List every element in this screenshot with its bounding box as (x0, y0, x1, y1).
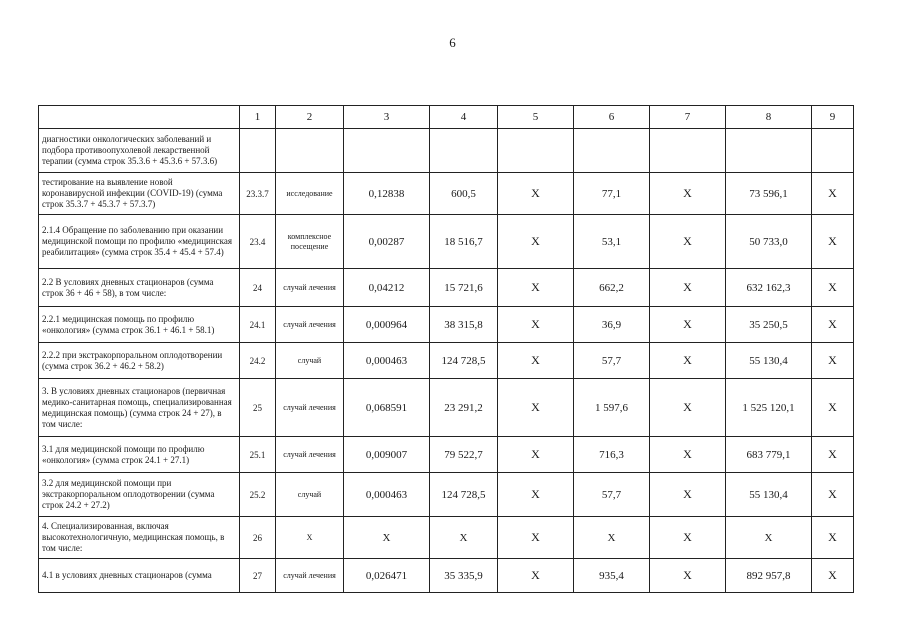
header-cell: 8 (726, 106, 812, 129)
col9-cell: X (812, 517, 854, 559)
col3-cell: 0,000964 (344, 307, 430, 343)
col4-cell: 124 728,5 (430, 473, 498, 517)
col7-cell: X (650, 517, 726, 559)
header-cell: 1 (240, 106, 276, 129)
col3-cell: 0,000463 (344, 343, 430, 379)
data-table (38, 105, 854, 593)
col9-cell: X (812, 559, 854, 593)
table-row (39, 215, 854, 269)
row-code: 25.2 (240, 473, 276, 517)
table-row (39, 559, 854, 593)
unit-cell: случай (276, 473, 344, 517)
col7-cell: X (650, 343, 726, 379)
row-code: 24 (240, 269, 276, 307)
row-code (240, 129, 276, 173)
col8-cell: 73 596,1 (726, 173, 812, 215)
col8-cell: 35 250,5 (726, 307, 812, 343)
header-cell: 3 (344, 106, 430, 129)
col5-cell: X (498, 269, 574, 307)
row-description: 3. В условиях дневных стационаров (первичная медико-санитарная помощь, специализированная медицинская помощь) (сумма строк 24 + 27), в том числе: (39, 379, 240, 437)
col3-cell: 0,026471 (344, 559, 430, 593)
col5-cell: X (498, 473, 574, 517)
header-cell: 2 (276, 106, 344, 129)
col4-cell: 38 315,8 (430, 307, 498, 343)
row-code: 26 (240, 517, 276, 559)
unit-cell: случай (276, 343, 344, 379)
col7-cell (650, 129, 726, 173)
unit-cell: исследование (276, 173, 344, 215)
col8-cell: 55 130,4 (726, 343, 812, 379)
row-code: 24.1 (240, 307, 276, 343)
col6-cell: 53,1 (574, 215, 650, 269)
row-description: 2.2.2 при экстракорпоральном оплодотворении (сумма строк 36.2 + 46.2 + 58.2) (39, 343, 240, 379)
col3-cell: 0,00287 (344, 215, 430, 269)
col8-cell: 683 779,1 (726, 437, 812, 473)
header-cell: 4 (430, 106, 498, 129)
col5-cell (498, 129, 574, 173)
unit-cell: случай лечения (276, 559, 344, 593)
col9-cell: X (812, 473, 854, 517)
col5-cell: X (498, 307, 574, 343)
col4-cell: 18 516,7 (430, 215, 498, 269)
col9-cell: X (812, 215, 854, 269)
unit-cell: X (276, 517, 344, 559)
col3-cell: 0,12838 (344, 173, 430, 215)
unit-cell: комплексное посещение (276, 215, 344, 269)
header-cell: 5 (498, 106, 574, 129)
col5-cell: X (498, 215, 574, 269)
col8-cell: 892 957,8 (726, 559, 812, 593)
col9-cell: X (812, 269, 854, 307)
col4-cell: 23 291,2 (430, 379, 498, 437)
col7-cell: X (650, 269, 726, 307)
col6-cell: 935,4 (574, 559, 650, 593)
row-description: 4. Специализированная, включая высокотехнологичную, медицинская помощь, в том числе: (39, 517, 240, 559)
col4-cell: 124 728,5 (430, 343, 498, 379)
unit-cell: случай лечения (276, 379, 344, 437)
header-cell: 9 (812, 106, 854, 129)
col8-cell: 632 162,3 (726, 269, 812, 307)
row-description: 2.1.4 Обращение по заболеванию при оказании медицинской помощи по профилю «медицинская реабилитация» (сумма строк 35.4 + 45.4 + 57.4) (39, 215, 240, 269)
col4-cell (430, 129, 498, 173)
col8-cell: 50 733,0 (726, 215, 812, 269)
row-description: 2.2 В условиях дневных стационаров (сумма строк 36 + 46 + 58), в том числе: (39, 269, 240, 307)
header-cell: 7 (650, 106, 726, 129)
col6-cell: 662,2 (574, 269, 650, 307)
col8-cell: X (726, 517, 812, 559)
table-row (39, 307, 854, 343)
col8-cell: 1 525 120,1 (726, 379, 812, 437)
col6-cell: 77,1 (574, 173, 650, 215)
row-description: 3.1 для медицинской помощи по профилю «онкология» (сумма строк 24.1 + 27.1) (39, 437, 240, 473)
col9-cell (812, 129, 854, 173)
col4-cell: 79 522,7 (430, 437, 498, 473)
row-code: 25.1 (240, 437, 276, 473)
row-code: 27 (240, 559, 276, 593)
row-code: 23.4 (240, 215, 276, 269)
col7-cell: X (650, 307, 726, 343)
table-row (39, 473, 854, 517)
unit-cell: случай лечения (276, 269, 344, 307)
col5-cell: X (498, 379, 574, 437)
col6-cell (574, 129, 650, 173)
table-row (39, 437, 854, 473)
table-row (39, 173, 854, 215)
row-code: 25 (240, 379, 276, 437)
col6-cell: X (574, 517, 650, 559)
col4-cell: 35 335,9 (430, 559, 498, 593)
table-row (39, 379, 854, 437)
row-code: 24.2 (240, 343, 276, 379)
table-row (39, 129, 854, 173)
col9-cell: X (812, 173, 854, 215)
unit-cell: случай лечения (276, 307, 344, 343)
col8-cell (726, 129, 812, 173)
col7-cell: X (650, 173, 726, 215)
col6-cell: 716,3 (574, 437, 650, 473)
col5-cell: X (498, 517, 574, 559)
col3-cell: 0,009007 (344, 437, 430, 473)
col7-cell: X (650, 215, 726, 269)
row-description: 2.2.1 медицинская помощь по профилю «онкология» (сумма строк 36.1 + 46.1 + 58.1) (39, 307, 240, 343)
header-cell: 6 (574, 106, 650, 129)
col3-cell: X (344, 517, 430, 559)
col3-cell (344, 129, 430, 173)
col9-cell: X (812, 343, 854, 379)
col5-cell: X (498, 559, 574, 593)
col3-cell: 0,04212 (344, 269, 430, 307)
col7-cell: X (650, 473, 726, 517)
table-row (39, 517, 854, 559)
row-description: тестирование на выявление новой коронавирусной инфекции (COVID-19) (сумма строк 35.3.7 + 45.3.7 + 57.3.7) (39, 173, 240, 215)
row-description: диагностики онкологических заболеваний и подбора противоопухолевой лекарственной терапии (сумма строк 35.3.6 + 45.3.6 + 57.3.6) (39, 129, 240, 173)
col3-cell: 0,068591 (344, 379, 430, 437)
col6-cell: 57,7 (574, 343, 650, 379)
header-row (39, 106, 854, 129)
col5-cell: X (498, 437, 574, 473)
col5-cell: X (498, 343, 574, 379)
col8-cell: 55 130,4 (726, 473, 812, 517)
table-row (39, 269, 854, 307)
col7-cell: X (650, 559, 726, 593)
col9-cell: X (812, 437, 854, 473)
col4-cell: 600,5 (430, 173, 498, 215)
col4-cell: 15 721,6 (430, 269, 498, 307)
col4-cell: X (430, 517, 498, 559)
col6-cell: 57,7 (574, 473, 650, 517)
table-row (39, 343, 854, 379)
unit-cell (276, 129, 344, 173)
col6-cell: 36,9 (574, 307, 650, 343)
page-number: 6 (449, 35, 456, 50)
unit-cell: случай лечения (276, 437, 344, 473)
col6-cell: 1 597,6 (574, 379, 650, 437)
row-description: 3.2 для медицинской помощи при экстракорпоральном оплодотворении (сумма строк 24.2 + 27.2) (39, 473, 240, 517)
row-description: 4.1 в условиях дневных стационаров (сумма (39, 559, 240, 593)
col3-cell: 0,000463 (344, 473, 430, 517)
col7-cell: X (650, 379, 726, 437)
header-cell (39, 106, 240, 129)
row-code: 23.3.7 (240, 173, 276, 215)
col5-cell: X (498, 173, 574, 215)
col9-cell: X (812, 307, 854, 343)
col9-cell: X (812, 379, 854, 437)
col7-cell: X (650, 437, 726, 473)
